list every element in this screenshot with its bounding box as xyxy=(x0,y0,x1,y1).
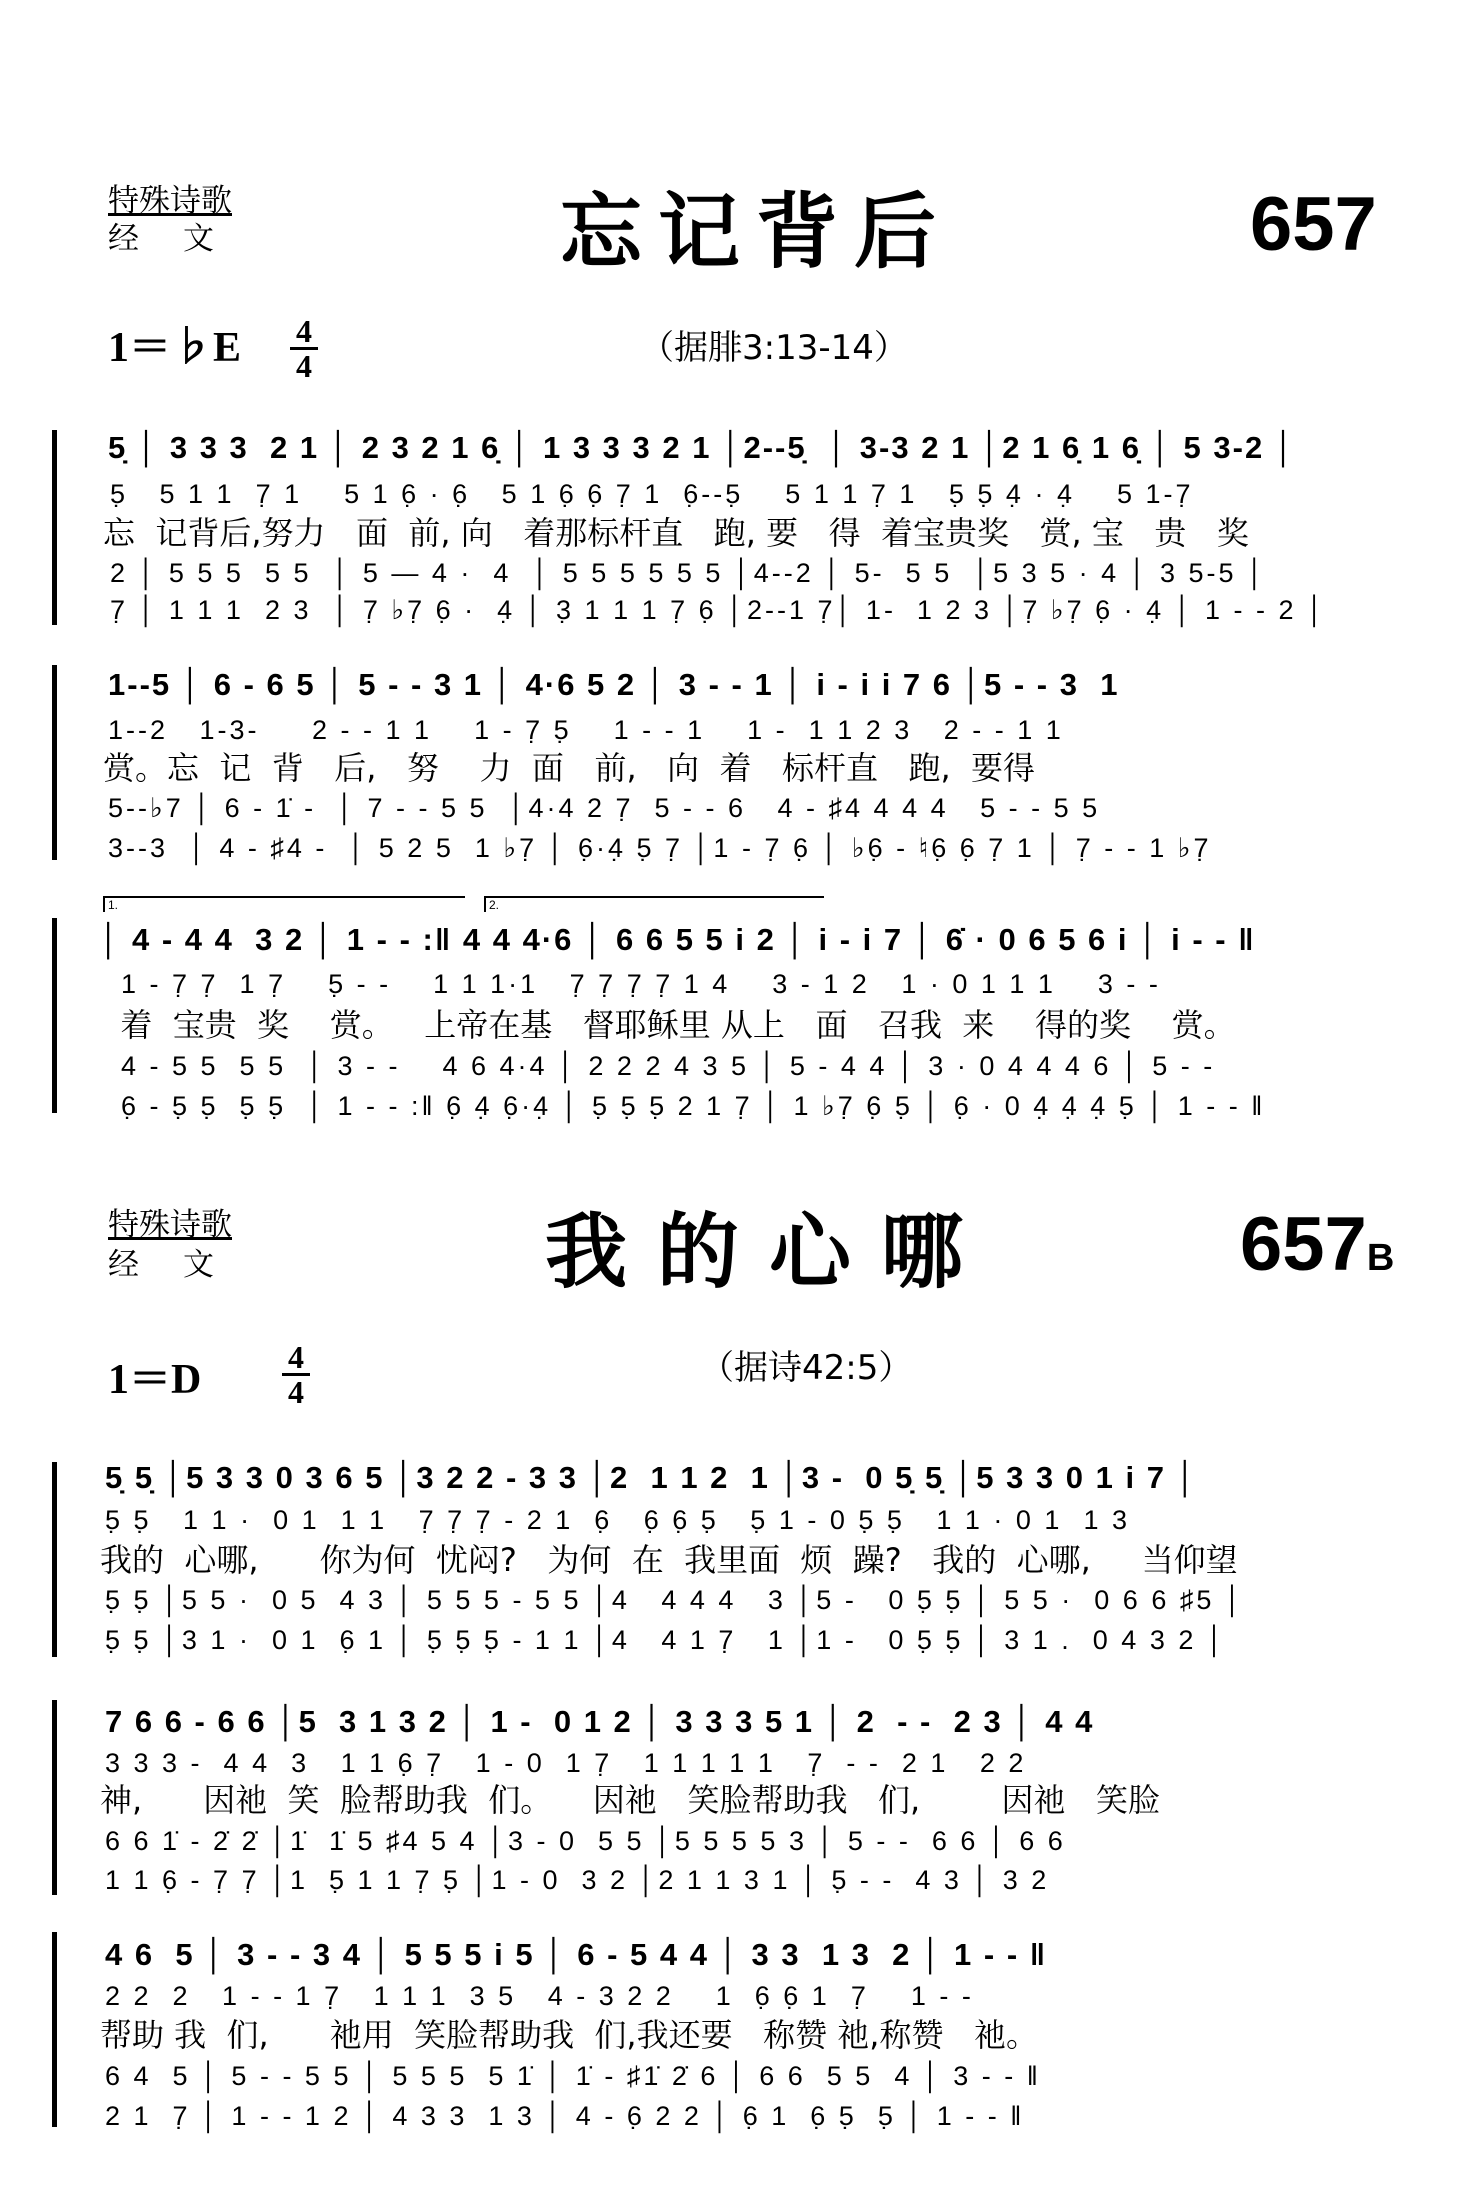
song-title: 忘记背后 xyxy=(560,185,953,280)
first-ending-bracket: 1. xyxy=(103,896,465,912)
category-sublabel: 经文 xyxy=(108,221,258,257)
tenor-line: 5̣ 5̣ │5 5 · 0 5 4 3 │ 5 5 5 - 5 5 │4 4 4 4 3 │5 - 0 5̣ 5̣ │ 5 5 · 0 6 6 ♯5 │ xyxy=(105,1585,1245,1615)
bass-line: 2 1 7̣ │ 1 - - 1 2 │ 4 3 3 1 3 │ 4 - 6̣ 2 2 │ 6̣ 1 6̣ 5̣ 5̣ │ 1 - - ‖ xyxy=(105,2101,1025,2131)
lyrics-line: 赏。忘 记 背 后, 努 力 面 前, 向 着 标杆直 跑, 要得 xyxy=(103,749,1036,787)
hymn-number-suffix: B xyxy=(1366,1237,1395,1279)
melody-line: 5̣ │ 3 3 3 2 1 │ 2 3 2 1 6̣ │ 1 3 3 3 2 1 │2--5̣ │ 3-3 2 1 │2 1 6̣ 1 6̣ │ 5 3-2 │ xyxy=(108,430,1297,465)
time-signature xyxy=(290,313,318,384)
category-label: 特殊诗歌 xyxy=(108,1207,232,1243)
melody-line: 1--5 │ 6 - 6 5 │ 5 - - 3 1 │ 4·6 5 2 │ 3 - - 1 │ i - i i 7 6 │5 - - 3 1 xyxy=(108,667,1120,702)
melody-line: │ 4 - 4 4 3 2 │ 1 - - :‖ 4 4 4·6 │ 6 6 5 5 i 2 │ i - i 7 │ 6̇ · 0 6 5 6 i │ i - - ‖ xyxy=(100,922,1256,957)
lyrics-line: 忘 记背后,努力 面 前, 向 着那标杆直 跑, 要 得 着宝贵奖 赏, 宝 贵 奖 xyxy=(103,514,1249,552)
scripture-reference: （据诗42:5） xyxy=(700,1348,913,1388)
system-brace xyxy=(52,430,57,625)
category-sublabel: 经文 xyxy=(108,1247,258,1283)
tenor-line: 2 │ 5 5 5 5 5 │ 5 — 4 · 4 │ 5 5 5 5 5 5 │4--2 │ 5- 5 5 │5 3 5 · 4 │ 3 5-5 │ xyxy=(110,558,1267,588)
tenor-line: 4 - 5 5 5 5 │ 3 - - 4 6 4·4 │ 2 2 2 4 3 5 │ 5 - 4 4 │ 3 · 0 4 4 4 6 │ 5 - - xyxy=(100,1051,1216,1081)
melody-line: 5̣ 5̣ │5 3 3 0 3 6 5 │3 2 2 - 3 3 │2 1 1 2 1 │3 - 0 5̣ 5̣ │5 3 3 0 1 i 7 │ xyxy=(105,1460,1198,1495)
key-signature: 1＝D xyxy=(108,1357,202,1403)
key-signature: 1＝♭E xyxy=(108,325,242,371)
melody-line: 7 6 6 - 6 6 │5 3 1 3 2 │ 1 - 0 1 2 │ 3 3 3 5 1 │ 2 - - 2 3 │ 4 4 xyxy=(105,1704,1095,1739)
lyrics-line: 着 宝贵 奖 赏。 上帝在基 督耶稣里 从上 面 召我 来 得的奖 赏。 xyxy=(100,1006,1236,1044)
lyrics-line: 我的 心哪, 你为何 忧闷? 为何 在 我里面 烦 躁? 我的 心哪, 当仰望 xyxy=(100,1541,1238,1579)
meter-top: 4 xyxy=(288,1339,304,1375)
lyrics-line: 神, 因祂 笑 脸帮助我 们。 因祂 笑脸帮助我 们, 因祂 笑脸 xyxy=(100,1781,1161,1819)
hymn-number-main: 657 xyxy=(1240,1202,1367,1287)
bass-line: 3--3 │ 4 - ♯4 - │ 5 2 5 1 ♭7̣ │ 6̣·4̣ 5̣ 7̣ │1 - 7̣ 6̣ │ ♭6̣ - ♮6̣ 6̣ 7̣ 1 │ 7̣ - - 1 ♭7̣ xyxy=(108,833,1212,863)
bass-line: 5̣ 5̣ │3 1 · 0 1 6̣ 1 │ 5̣ 5̣ 5̣ - 1 1 │4 4 1 7̣ 1 │1 - 0 5̣ 5̣ │ 3 1 . 0 4 3 2 │ xyxy=(105,1625,1227,1655)
alto-line: 2 2 2 1 - - 1 7̣ 1 1 1 3 5 4 - 3 2 2 1 6̣ 6̣ 1 7̣ 1 - - xyxy=(105,1981,974,2011)
system-brace xyxy=(52,918,57,1113)
alto-line: 1--2 1-3- 2 - - 1 1 1 - 7̣ 5̣ 1 - - 1 1 - 1 1 2 3 2 - - 1 1 xyxy=(108,715,1064,745)
meter-top: 4 xyxy=(296,313,312,349)
tenor-line: 6 4 5 │ 5 - - 5 5 │ 5 5 5 5 1̇ │ 1̇ - ♯1̇ 2̇ 6 │ 6 6 5 5 4 │ 3 - - ‖ xyxy=(105,2061,1041,2091)
alto-line: 5̣ 5 1 1 7̣ 1 5 1 6̣ · 6̣ 5 1 6̣ 6̣ 7̣ 1 6̣--5̣ 5 1 1 7̣ 1 5̣ 5̣ 4̣ · 4̣ 5 1-7̣ xyxy=(110,479,1194,509)
system-brace xyxy=(52,1932,57,2127)
alto-line: 5̣ 5̣ 1 1 · 0 1 1 1 7̣ 7̣ 7̣ - 2 1 6̣ 6̣ 6̣ 5̣ 5̣ 1 - 0 5̣ 5̣ 1 1 · 0 1 1 3 xyxy=(105,1505,1130,1535)
bass-line: 6̣ - 5̣ 5̣ 5̣ 5̣ │ 1 - - :‖ 6̣ 4̣ 6̣·4̣ │ 5̣ 5̣ 5̣ 2 1 7̣ │ 1 ♭7̣ 6̣ 5̣ │ 6̣ · 0 4̣ 4̣ 4̣ 5̣ │ 1 - - ‖ xyxy=(100,1091,1266,1121)
hymn-number: 657 xyxy=(1250,182,1377,267)
bass-line: 1 1 6̣ - 7̣ 7̣ │1 5̣ 1 1 7̣ 5̣ │1 - 0 3 2 │2 1 1 3 1 │ 5̣ - - 4 3 │ 3 2 xyxy=(105,1865,1050,1895)
scripture-reference: （据腓3:13-14） xyxy=(640,328,908,368)
meter-bottom: 4 xyxy=(288,1374,304,1410)
tenor-line: 5--♭7 │ 6 - 1̇ - │ 7 - - 5 5 │4·4 2 7̣ 5 - - 6 4 - ♯4 4 4 4 5 - - 5 5 xyxy=(108,793,1101,823)
second-ending-bracket: 2. xyxy=(484,896,824,912)
category-label: 特殊诗歌 xyxy=(108,183,232,219)
system-brace xyxy=(52,1462,57,1657)
hymn-number xyxy=(1240,1200,1394,1303)
bass-line: 7̣ │ 1 1 1 2 3 │ 7̣ ♭7̣ 6̣ · 4̣ │ 3̣ 1 1 1 7̣ 6̣ │2--1 7̣│ 1- 1 2 3 │7̣ ♭7̣ 6̣ · 4̣ │ 1 - - 2 │ xyxy=(110,595,1327,625)
system-brace xyxy=(52,1700,57,1895)
song-title: 我的心哪 xyxy=(545,1205,994,1300)
tenor-line: 6 6 1̇ - 2̇ 2̇ │1̇ 1̇ 5 ♯4 5 4 │3 - 0 5 5 │5 5 5 5 3 │ 5 - - 6 6 │ 6 6 xyxy=(105,1826,1066,1856)
lyrics-line: 帮助 我 们, 祂用 笑脸帮助我 们,我还要 称赞 祂,称赞 祂。 xyxy=(100,2016,1038,2054)
alto-line: 3 3 3 - 4 4 3 1 1 6̣ 7̣ 1 - 0 1 7̣ 1 1 1 1 1 7̣ - - 2 1 2 2 xyxy=(105,1748,1027,1778)
alto-line: 1 - 7̣ 7̣ 1 7̣ 5̣ - - 1 1 1·1 7̣ 7̣ 7̣ 7̣ 1 4 3 - 1 2 1 · 0 1 1 1 3 - - xyxy=(100,969,1161,999)
system-brace xyxy=(52,665,57,860)
meter-bottom: 4 xyxy=(296,348,312,384)
time-signature xyxy=(282,1339,310,1410)
melody-line: 4 6 5 │ 3 - - 3 4 │ 5 5 5 i 5 │ 6 - 5 4 4 │ 3 3 1 3 2 │ 1 - - ‖ xyxy=(105,1937,1048,1972)
